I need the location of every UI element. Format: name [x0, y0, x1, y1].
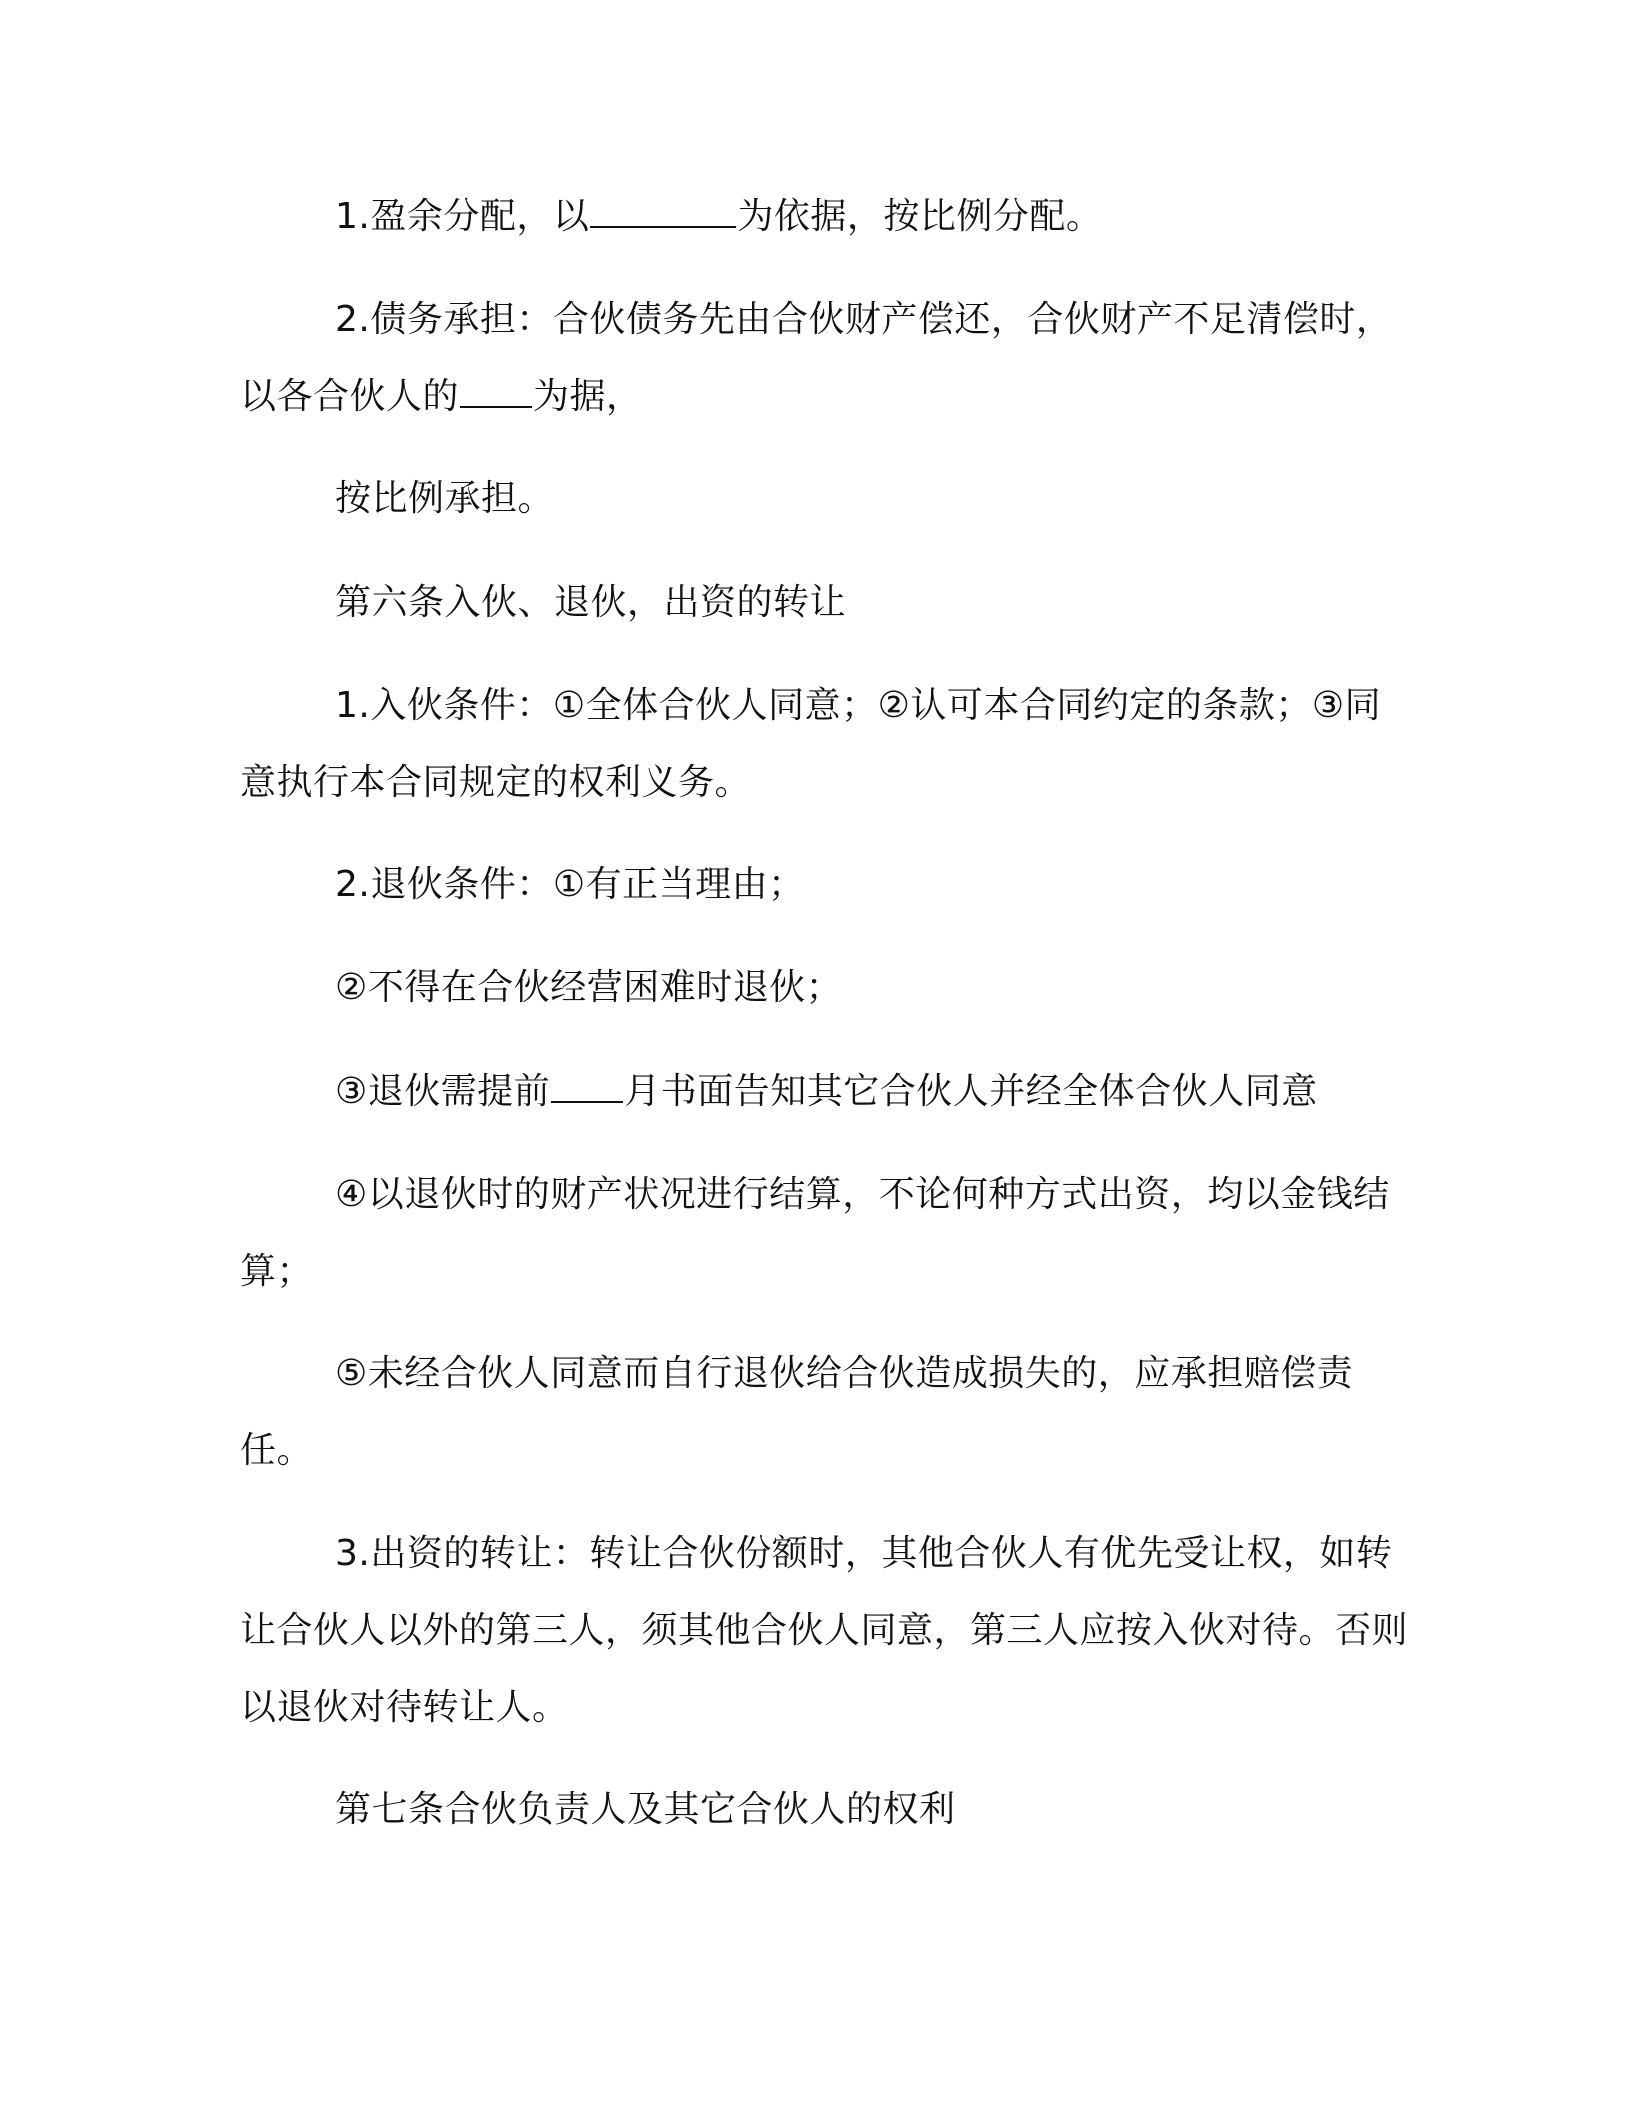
paragraph-withdrawal-item-3	[240, 1053, 1408, 1130]
paragraph-debt-bearing	[240, 281, 1408, 435]
paragraph-admission-conditions: 1.入伙条件：①全体合伙人同意；②认可本合同约定的条款；③同意执行本合同规定的权利义务。	[240, 685, 1382, 803]
text-segment: ③退伙需提前	[335, 1071, 551, 1112]
section-heading-article-7: 第七条合伙负责人及其它合伙人的权利	[335, 1789, 956, 1830]
paragraph-proportional: 按比例承担。	[335, 478, 555, 519]
paragraph-withdrawal-item-2: ②不得在合伙经营困难时退伙；	[335, 967, 843, 1008]
paragraph-profit-distribution	[240, 178, 1408, 255]
text-segment: 月书面告知其它合伙人并经全体合伙人同意	[624, 1071, 1318, 1112]
text-segment: 1.盈余分配，以	[335, 196, 590, 237]
paragraph-capital-transfer: 3.出资的转让：转让合伙份额时，其他合伙人有优先受让权，如转让合伙人以外的第三人，须其他合伙人同意，第三人应按入伙对待。否则以退伙对待转让人。	[240, 1533, 1409, 1728]
fill-in-blank	[590, 225, 736, 228]
fill-in-blank	[551, 1100, 623, 1103]
text-segment: 为依据，按比例分配。	[737, 196, 1103, 237]
text-segment: 2.债务承担：合伙债务先由合伙财产偿还，合伙财产不足清偿时，以各合伙人的	[240, 299, 1393, 417]
section-heading-article-6: 第六条入伙、退伙，出资的转让	[335, 582, 847, 623]
paragraph-withdrawal-conditions: 2.退伙条件：①有正当理由；	[335, 864, 805, 905]
paragraph-withdrawal-item-5: ⑤未经合伙人同意而自行退伙给合伙造成损失的，应承担赔偿责任。	[240, 1353, 1354, 1471]
fill-in-blank	[460, 405, 532, 408]
text-segment: 为据，	[533, 376, 643, 417]
paragraph-withdrawal-item-4: ④以退伙时的财产状况进行结算，不论何种方式出资，均以金钱结算；	[240, 1174, 1390, 1292]
